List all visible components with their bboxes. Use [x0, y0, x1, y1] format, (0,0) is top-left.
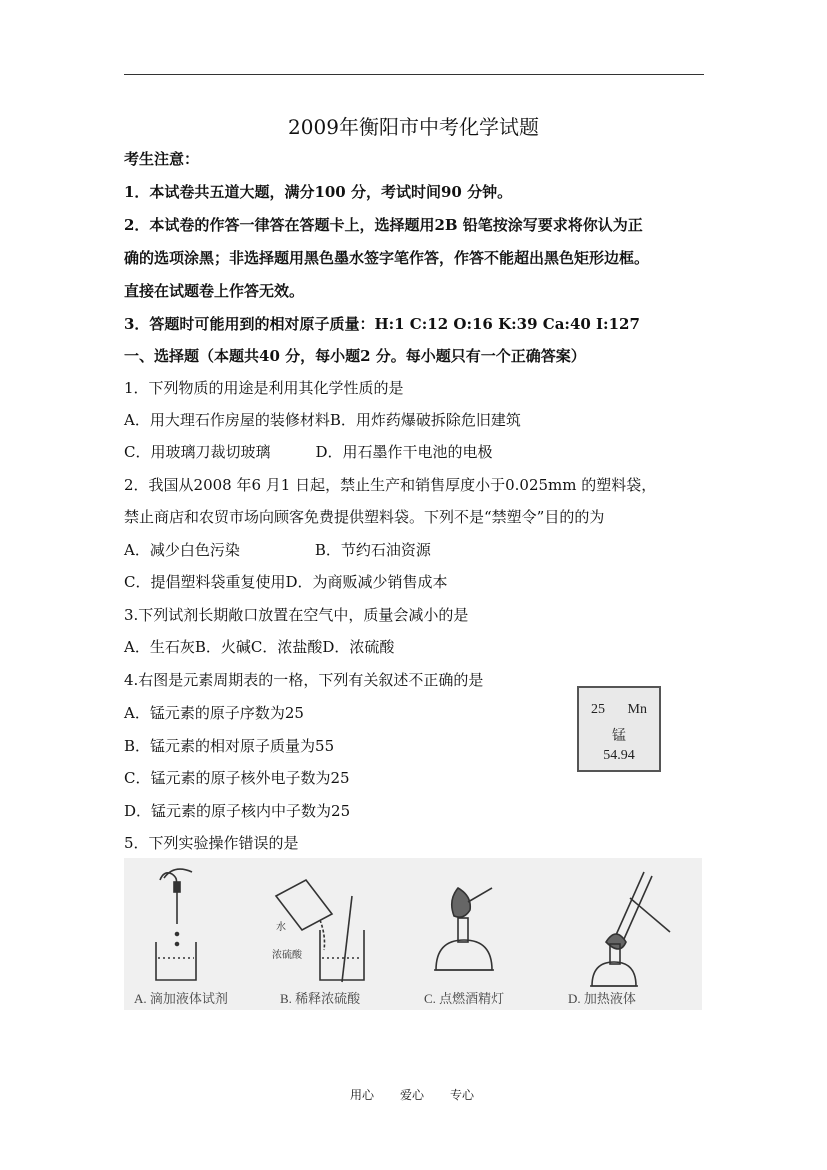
question-line: 5．下列实验操作错误的是 [124, 834, 299, 852]
question-line: A．锰元素的原子序数为25 [124, 704, 304, 722]
footer-item: 用心 [350, 1088, 375, 1102]
caption-b: B. 稀释浓硫酸 [280, 991, 361, 1006]
question-line: C．锰元素的原子核外电子数为25 [124, 769, 350, 787]
caption-a: A. 滴加液体试剂 [134, 991, 228, 1006]
notice-item: 1．本试卷共五道大题，满分100 分，考试时间90 分钟。 [124, 183, 513, 201]
question-line: 禁止商店和农贸市场向顾客免费提供塑料袋。下列不是“禁塑令”目的的为 [124, 508, 605, 526]
periodic-table-cell [577, 686, 661, 772]
question-line: 2．我国从2008 年6 月1 日起，禁止生产和销售厚度小于0.025mm 的塑料袋， [124, 476, 657, 494]
question-line: 1．下列物质的用途是利用其化学性质的是 [124, 379, 404, 397]
footer-item: 爱心 [400, 1088, 425, 1102]
element-name: 锰 [612, 729, 626, 744]
water-label: 水 [276, 922, 286, 933]
question-line: A．减少白色污染 B．节约石油资源 [124, 541, 431, 559]
question-line: C．提倡塑料袋重复使用D．为商贩减少销售成本 [124, 573, 448, 591]
notice-item: 2．本试卷的作答一律答在答题卡上，选择题用2B 铅笔按涂写要求将你认为正 [124, 216, 643, 234]
dropper-beaker-illustration [156, 869, 196, 980]
question-line: 3.下列试剂长期敞口放置在空气中，质量会减小的是 [124, 606, 469, 624]
notice-item: 3．答题时可能用到的相对原子质量：H:1 C:12 O:16 K:39 Ca:40 I:127 [124, 315, 640, 333]
atomic-number: 25 [591, 702, 605, 717]
notice-item: 确的选项涂黑；非选择题用黑色墨水签字笔作答，作答不能超出黑色矩形边框。 [124, 249, 650, 267]
question-line: C．用玻璃刀裁切玻璃 D．用石墨作干电池的电极 [124, 443, 493, 461]
header-rule [124, 74, 704, 75]
heating-liquid-illustration [590, 872, 670, 986]
question-line: D．锰元素的原子核内中子数为25 [124, 802, 351, 820]
footer-item: 专心 [450, 1088, 475, 1102]
question-line: B．锰元素的相对原子质量为55 [124, 737, 335, 755]
question-line: 4.右图是元素周期表的一格，下列有关叙述不正确的是 [124, 671, 484, 689]
page-title: 2009年衡阳市中考化学试题 [288, 115, 539, 139]
section-heading: 一、选择题（本题共40 分，每小题2 分。每小题只有一个正确答案） [124, 347, 586, 365]
atomic-mass: 54.94 [603, 748, 635, 763]
diluting-acid-illustration [272, 880, 364, 982]
caption-c: C. 点燃酒精灯 [424, 991, 505, 1006]
question-line: A．用大理石作房屋的装修材料B．用炸药爆破拆除危旧建筑 [124, 411, 521, 429]
notice-heading: 考生注意： [124, 150, 200, 168]
element-symbol: Mn [627, 702, 647, 717]
caption-d: D. 加热液体 [568, 991, 636, 1006]
alcohol-lamp-lighting-illustration [434, 888, 494, 970]
question-line: A．生石灰B．火碱C．浓盐酸D．浓硫酸 [124, 638, 395, 656]
acid-label: 浓硫酸 [272, 950, 302, 961]
notice-item: 直接在试题卷上作答无效。 [124, 282, 305, 300]
